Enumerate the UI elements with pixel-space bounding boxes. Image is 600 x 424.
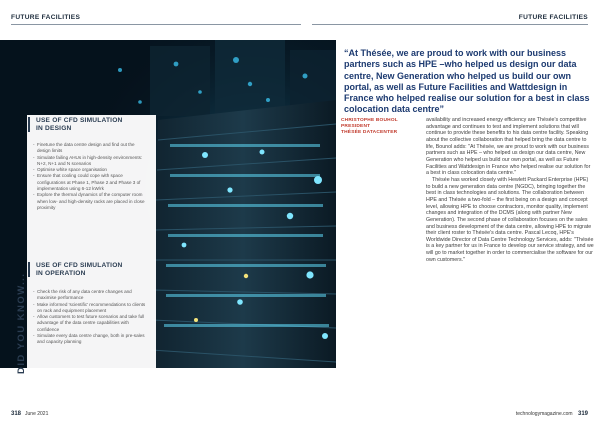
quote-name: CHRISTOPHE BOUHOL <box>341 118 398 123</box>
section-label-right: FUTURE FACILITIES <box>518 14 588 21</box>
quote-company: THÉSÉE DATACENTER <box>341 130 398 136</box>
pull-quote: “At Thésée, we are proud to work with our business partners such as HPE –who helped us design our data centre, New Generation who helped us build our own portal, as well as Future Facilities and Wattdesign in France who helped realise our solution for a best in class colocation data centre” <box>344 48 590 115</box>
list-item: - Simulate failing AHUs in high-density environments: N+2, N+1 and N scenarios <box>33 155 148 168</box>
body-paragraph: Thésée has worked closely with Hewlett Packard Enterprise (HPE) to build a new generation data centre (NGDC), bringing together the best in class technologies and solutions. The collaboration between HPE and Thésée a two-fold – the first being on a design and concept level, allowing HPE to choose contractors, monitor quality, implement changes and integration of the DCMS (along with partner New Generation). The second phase of collaboration focuses on the sales and business development of the data centre, allowing HPE to migrate their client roster to Thésée's data centre. Pascal Lecoq, HPE's Worldwide Director of Data Centre Technology Services, adds: "Thésée is a key partner for us in France to develop our service strategy, and we will go to market together in order to commercialise the software for our own customers." <box>426 176 594 263</box>
operation-title-line2: IN OPERATION <box>36 269 86 277</box>
header-divider-left <box>11 24 301 25</box>
list-item: - Optimise white space organisation <box>33 167 148 173</box>
list-item: - Ensure that cooling could cope with space configurations at Phase 1, Phase 2 and Phase 3 of implementation using 6-12 kW/rk <box>33 173 148 192</box>
list-item: - Allow customers to test future scenarios and take full advantage of the data centre capabilities with confidence <box>33 314 148 333</box>
vertical-title-wrap <box>2 260 27 374</box>
site-url[interactable]: technologymagazine.com <box>515 411 573 417</box>
list-item: - Explore the thermal dynamics of the computer room when low- and high-density racks are placed in close proximity <box>33 192 148 211</box>
article-body <box>426 117 594 263</box>
design-section-title <box>36 117 123 132</box>
list-item: - Make informed 'scientific' recommendations to clients on rack and equipment placement <box>33 302 148 315</box>
list-item: - Finetune the data centre design and find out the design limits <box>33 142 148 155</box>
quote-attribution <box>341 118 398 137</box>
vertical-title: DID YOU KNOW... <box>16 272 27 374</box>
header-divider-right <box>312 24 588 25</box>
design-title-accent <box>28 117 30 132</box>
operation-title-accent <box>28 262 30 277</box>
design-bullet-list <box>33 142 148 211</box>
quote-role: PRESIDENT <box>341 124 371 130</box>
page-number-left: 318 <box>11 411 22 417</box>
list-item: - Simulate every data centre change, both in pre-sales and capacity planning <box>33 333 148 346</box>
operation-section-title <box>36 262 123 277</box>
design-title-line2: IN DESIGN <box>36 124 72 132</box>
design-title-line1: USE OF CFD SIMULATION <box>36 117 123 124</box>
section-label-left: FUTURE FACILITIES <box>11 14 81 21</box>
footer-left <box>11 411 48 417</box>
operation-title-line1: USE OF CFD SIMULATION <box>36 262 123 269</box>
body-paragraph: availability and increased energy efficiency are Thésée's competitive advantage and continues to test and implement solutions that will continue to provide these benefits to his data centre facility. Speaking about the collective collaboration that helped bring the data centre to life, Bounol adds: "At Thésée, we are proud to work with our business partners such as HPE – who helped us design our data centre, New Generation who helped us build our own portal, as well as Future Facilities and Wattdesign in France who helped realise our solution for a best in class colocation data centre." <box>426 117 591 177</box>
footer-right <box>516 411 588 417</box>
issue-date: June 2021 <box>25 411 49 417</box>
list-item: - Check the risk of any data centre changes and maximise performance <box>33 289 148 302</box>
page-number-right: 319 <box>577 411 588 417</box>
operation-bullet-list <box>33 289 148 346</box>
